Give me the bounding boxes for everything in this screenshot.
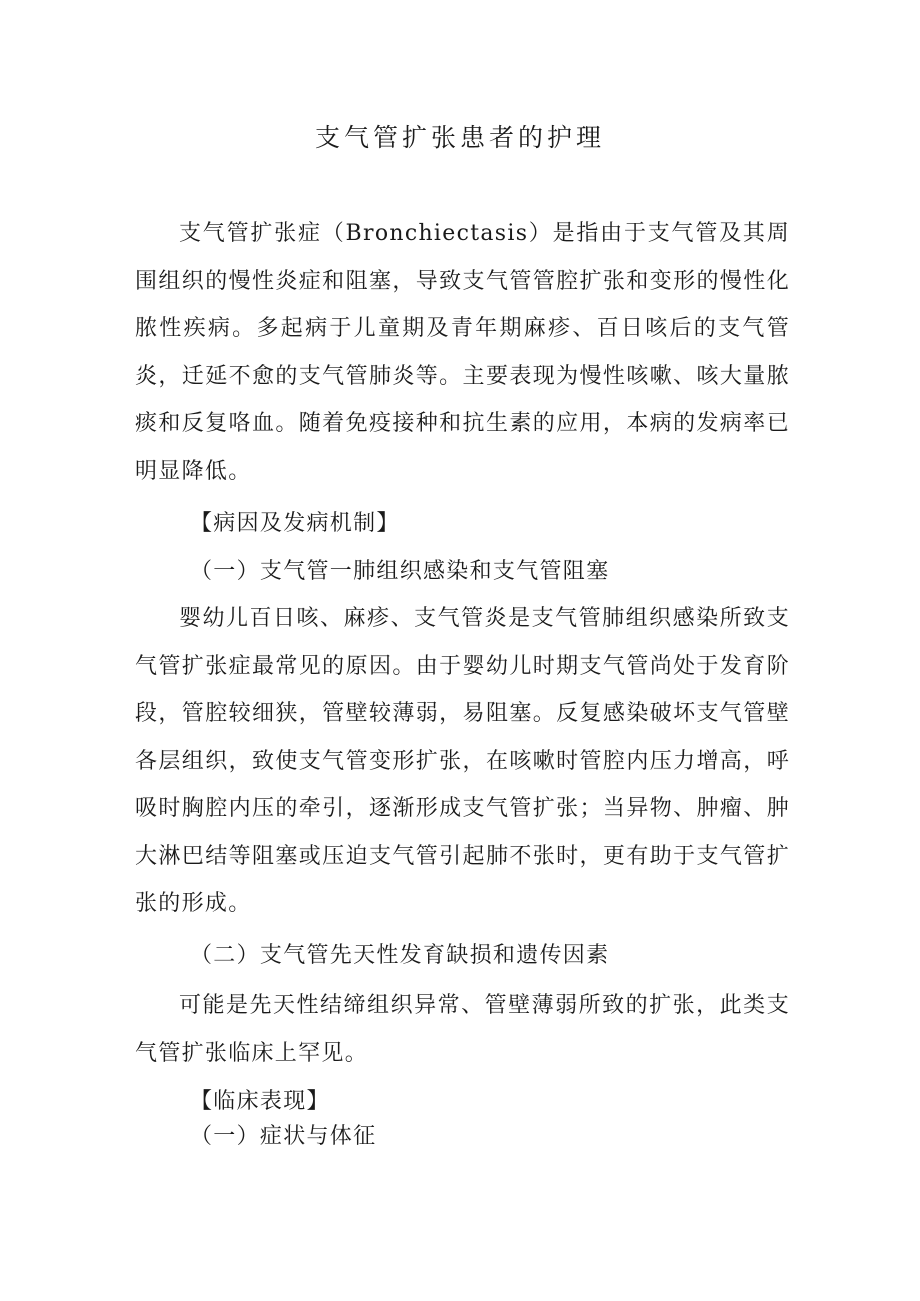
- section-heading-clinical: 【临床表现】: [190, 1089, 330, 1114]
- subsection-heading-infection: （一）支气管一肺组织感染和支气管阻塞: [190, 559, 610, 584]
- subsection-heading-symptoms: （一）症状与体征: [190, 1124, 377, 1149]
- page-title: 支气管扩张患者的护理: [314, 123, 605, 152]
- paragraph-infection: 婴幼儿百日咳、麻疹、支气管炎是支气管肺组织感染所致支气管扩张症最常见的原因。由于婴幼儿时期支气管尚处于发育阶段，管腔较细狭，管壁较薄弱，易阻塞。反复感染破坏支气管壁各层组织，致使支气管变形扩张，在咳嗽时管腔内压力增高，呼吸时胸腔内压的牵引，逐渐形成支气管扩张；当异物、肿瘤、肿大淋巴结等阻塞或压迫支气管引起肺不张时，更有助于支气管扩张的形成。: [135, 606, 790, 916]
- section-heading-etiology: 【病因及发病机制】: [190, 511, 400, 536]
- intro-paragraph: 支气管扩张症（Bronchiectasis）是指由于支气管及其周围组织的慢性炎症和阻塞，导致支气管管腔扩张和变形的慢性化脓性疾病。多起病于儿童期及青年期麻疹、百日咳后的支气管炎，迁延不愈的支气管肺炎等。主要表现为慢性咳嗽、咳大量脓痰和反复咯血。随着免疫接种和抗生素的应用，本病的发病率已明显降低。: [135, 221, 790, 484]
- subsection-heading-congenital: （二）支气管先天性发育缺损和遗传因素: [190, 943, 610, 968]
- paragraph-congenital: 可能是先天性结缔组织异常、管壁薄弱所致的扩张，此类支气管扩张临床上罕见。: [135, 993, 790, 1066]
